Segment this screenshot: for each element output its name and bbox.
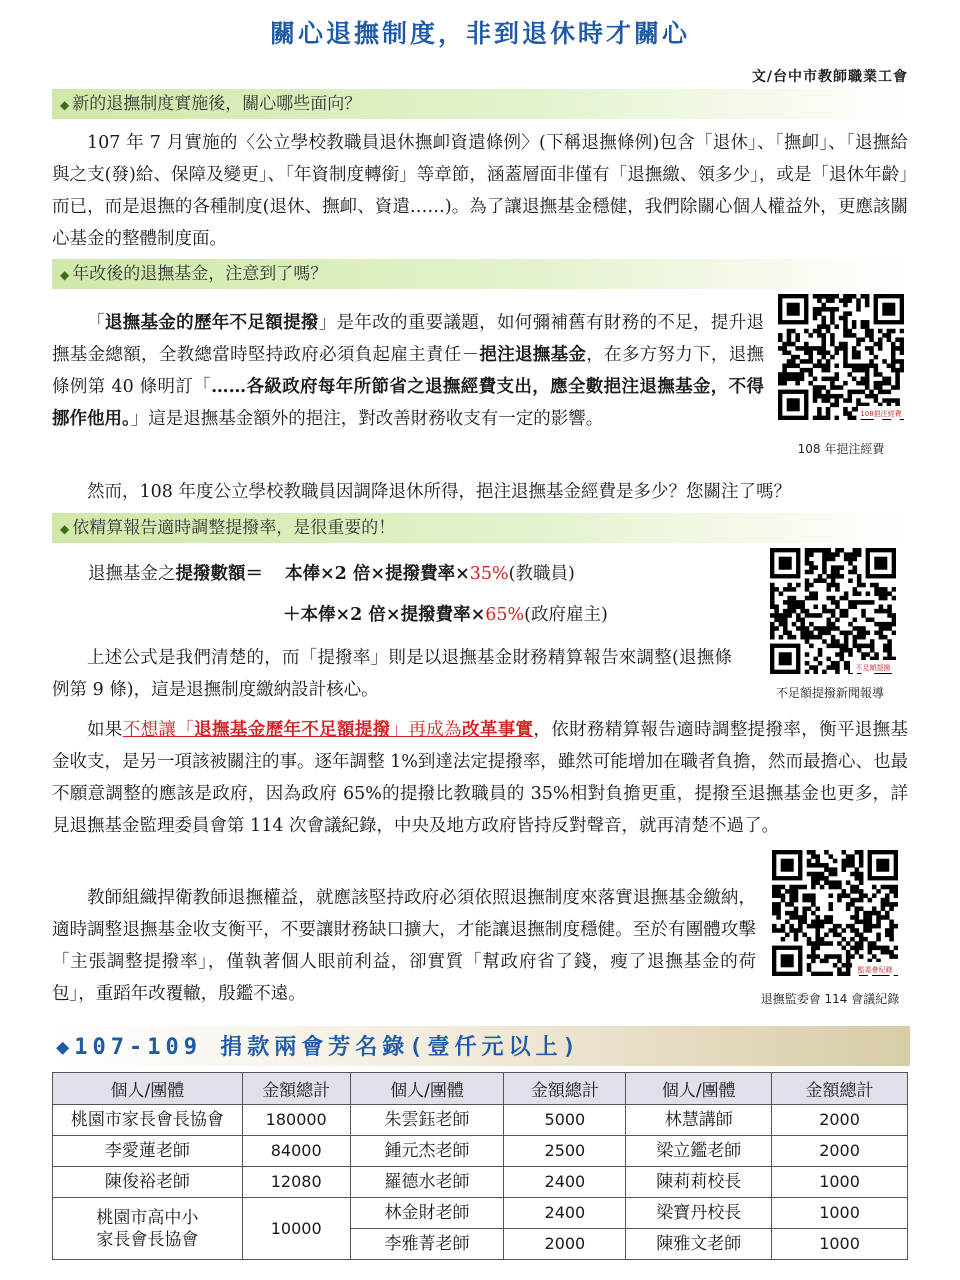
bold-text: ＋本俸×2 倍×提撥費率× [283, 605, 486, 625]
qr-code-underfunding-news[interactable] [770, 548, 896, 674]
donor-name: 桃園市家長會長協會 [53, 1105, 243, 1136]
donation-table [52, 1072, 908, 1260]
donor-name-line: 桃園市高中小 [96, 1207, 199, 1228]
section-heading-text: 依精算報告適時調整提撥率，是很重要的！ [72, 518, 396, 538]
text-run: ，依財務精算報告適時調整提撥率，衡平退撫基金收支，是另一項該被關注的事。逐年調整 1%到達法定提撥率，雖然可能增加在職者負擔，然而最擔心、也最不願意調整的應該是政府，因為政府 65%的提撥比教職員的 35%相對負擔更重，提撥至退撫基金也更多，詳見退撫基金監理委員會第 114 次會議紀錄，中央及地方政府皆持反對聲音，就再清楚不過了。 [52, 720, 909, 836]
donor-name: 陳雅文老師 [626, 1229, 772, 1260]
donor-amount: 5000 [504, 1105, 626, 1136]
donor-name: 梁寶丹校長 [626, 1198, 772, 1229]
qr-caption-committee-minutes: 退撫監委會 114 會議紀錄 [760, 992, 900, 1006]
column-header: 個人/團體 [53, 1073, 243, 1105]
table-row [53, 1105, 908, 1136]
text-run: (教職員) [508, 564, 575, 584]
section2-paragraph [52, 307, 764, 435]
donor-name-multiline [53, 1198, 243, 1260]
donor-amount: 180000 [242, 1105, 350, 1136]
donation-title: ◆107-109 捐款兩會芳名錄(壹仟元以上) [56, 1035, 581, 1060]
donor-amount: 2000 [772, 1136, 908, 1167]
donor-amount: 1000 [772, 1229, 908, 1260]
diamond-icon: ◆ [60, 268, 70, 282]
qr-label: 108挹注經費 [860, 410, 902, 418]
qr-label: 監委會紀錄 [857, 966, 893, 974]
bold-text: ……各級政府每年所節省之退撫經費支出，應全數挹注退撫基金，不得挪作他用。 [52, 377, 764, 429]
donor-amount: 12080 [242, 1167, 350, 1198]
text-run: 「 [87, 313, 105, 333]
red-bold-text: 退撫基金歷年不足額提撥 [194, 720, 391, 740]
donor-name: 陳莉莉校長 [626, 1167, 772, 1198]
text-run: 」是年改的重要議題，如何彌補舊有財務的不足，提升退撫基金總額，全教總當時堅持政府必須負起雇主責任－ [52, 313, 765, 365]
text-run: (政府雇主) [524, 605, 608, 625]
donor-name: 朱雲鈺老師 [350, 1105, 504, 1136]
donor-amount: 2000 [772, 1105, 908, 1136]
column-header: 金額總計 [772, 1073, 908, 1105]
qr-code-appropriation[interactable] [778, 294, 904, 420]
qr-label: 不足額提撥 [855, 664, 891, 672]
page-title: 關心退撫制度，非到退休時才關心 [269, 19, 690, 48]
donor-name: 羅德水老師 [350, 1167, 504, 1198]
text-run: 退撫基金之 [88, 564, 176, 584]
table-row [53, 1136, 908, 1167]
section3-paragraph-2 [52, 714, 908, 842]
text-run: 如果 [87, 720, 123, 740]
column-header: 個人/團體 [626, 1073, 772, 1105]
red-bold-text: 改革事實 [461, 720, 534, 740]
table-row [53, 1167, 908, 1198]
section-heading-text: 新的退撫制度實施後，關心哪些面向？ [72, 94, 362, 114]
author-line: 文/台中市教師職業工會 [751, 69, 908, 85]
donor-name-line: 家長會長協會 [96, 1229, 199, 1250]
section-heading-text: 年改後的退撫基金，注意到了嗎？ [72, 264, 328, 284]
donor-amount: 1000 [772, 1167, 908, 1198]
donor-amount: 2500 [504, 1136, 626, 1167]
text-run: ，在多方努力下，退撫條例第 40 條明訂「 [52, 345, 765, 397]
donor-name: 李雅菁老師 [350, 1229, 504, 1260]
bold-text: 本俸×2 倍×提撥費率× [285, 564, 470, 584]
qr-code-committee-minutes[interactable] [772, 850, 898, 976]
percent-employee: 35% [469, 564, 509, 584]
donor-amount: 1000 [772, 1198, 908, 1229]
diamond-icon: ◆ [60, 522, 70, 536]
donor-amount: 2400 [504, 1198, 626, 1229]
section-heading-1 [52, 89, 910, 119]
qr-caption-appropriation: 108 年挹注經費 [797, 442, 885, 456]
qr-caption-underfunding-news: 不足額提撥新聞報導 [775, 686, 884, 700]
donor-amount: 10000 [242, 1198, 350, 1260]
table-row [53, 1198, 908, 1229]
donor-name: 林慧講師 [626, 1105, 772, 1136]
section3-paragraph-3: 教師組織捍衛教師退撫權益，就應該堅持政府必須依照退撫制度來落實退撫基金繳納，適時調整退撫基金收支衡平，不要讓財務缺口擴大，才能讓退撫制度穩健。至於有團體攻擊「主張調整提撥率」，僅執著個人眼前利益，卻實質「幫政府省了錢，瘦了退撫基金的荷包」，重蹈年改覆轍，殷鑑不遠。 [52, 888, 756, 1004]
table-header-row [53, 1073, 908, 1105]
section-heading-2 [52, 259, 910, 289]
donor-name: 鍾元杰老師 [350, 1136, 504, 1167]
red-underline-text: 」再成為 [390, 720, 462, 740]
donor-name: 林金財老師 [350, 1198, 504, 1229]
donor-amount: 2000 [504, 1229, 626, 1260]
section2-question: 然而，108 年度公立學校教職員因調降退休所得，挹注退撫基金經費是多少？您關注了嗎？ [87, 482, 791, 502]
red-underline-text: 不想讓「 [122, 720, 195, 740]
diamond-icon: ◆ [60, 98, 70, 112]
section3-paragraph-1: 上述公式是我們清楚的，而「提撥率」則是以退撫基金財務精算報告來調整(退撫條例第 9 條)，這是退撫制度繳納設計核心。 [52, 648, 732, 700]
column-header: 金額總計 [504, 1073, 626, 1105]
formula-line-2 [283, 601, 608, 629]
text-run: 」這是退撫基金額外的挹注，對改善財務收支有一定的影響。 [130, 409, 604, 429]
donor-name: 梁立鑑老師 [626, 1136, 772, 1167]
donor-amount: 84000 [242, 1136, 350, 1167]
bold-text: 提撥數額＝ [175, 564, 263, 584]
column-header: 金額總計 [242, 1073, 350, 1105]
donor-name: 陳俊裕老師 [53, 1167, 243, 1198]
bold-text: 挹注退撫基金 [479, 345, 587, 365]
column-header: 個人/團體 [350, 1073, 504, 1105]
formula-line-1 [88, 560, 575, 588]
donor-amount: 2400 [504, 1167, 626, 1198]
donor-name: 李愛蓮老師 [53, 1136, 243, 1167]
percent-government: 65% [485, 605, 525, 625]
bold-text: 退撫基金的歷年不足額提撥 [104, 313, 319, 333]
section-heading-3 [52, 513, 910, 543]
section1-paragraph: 107 年 7 月實施的〈公立學校教職員退休撫卹資遣條例〉(下稱退撫條例)包含「退休」、「撫卹」、「退撫給與之支(發)給、保障及變更」、「年資制度轉銜」等章節，涵蓋層面非僅有「退撫繳、領多少」，或是「退休年齡」而已，而是退撫的各種制度(退休、撫卹、資遣……)。為了讓退撫基金穩健，我們除關心個人權益外，更應該關心基金的整體制度面。 [52, 133, 908, 249]
